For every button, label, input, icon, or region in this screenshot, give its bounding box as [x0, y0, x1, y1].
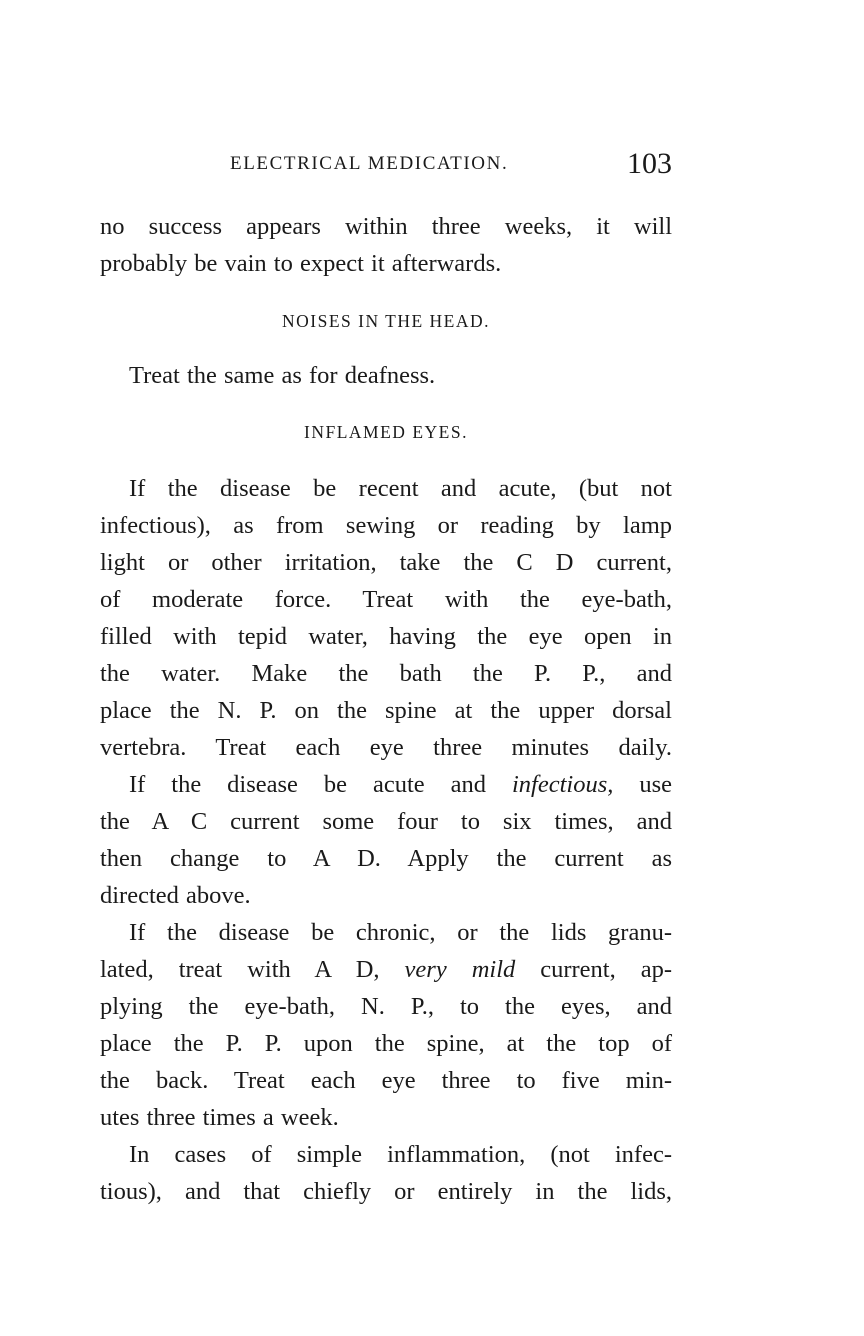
text-fragment: use	[639, 771, 672, 798]
noises-paragraph	[100, 357, 672, 394]
text-line: of moderate force. Treat with the eye-bath,	[100, 586, 672, 613]
text-line: Treat the same as for deafness.	[129, 362, 436, 389]
text-line: no success appears within three weeks, it will	[100, 213, 672, 240]
text-line: the water. Make the bath the P. P., and	[100, 660, 672, 687]
text-line: light or other irritation, take the C D current,	[100, 549, 672, 576]
text-line: If the disease be recent and acute, (but not	[129, 475, 672, 502]
page-number: 103	[627, 147, 672, 180]
italic-text: very mild	[404, 956, 516, 983]
text-line	[100, 951, 672, 988]
text-line: In cases of simple inflammation, (not infec-	[129, 1141, 672, 1168]
text-line: infectious), as from sewing or reading by lamp	[100, 512, 672, 539]
text-line: filled with tepid water, having the eye open in	[100, 623, 672, 650]
text-line: place the N. P. on the spine at the upper dorsal	[100, 697, 672, 724]
text-line: vertebra. Treat each eye three minutes daily.	[100, 734, 672, 761]
continued-paragraph	[100, 208, 672, 282]
text-line: utes three times a week.	[100, 1104, 339, 1131]
text-line: If the disease be chronic, or the lids granu-	[129, 919, 672, 946]
page-header	[100, 147, 672, 187]
text-line: the A C current some four to six times, and	[100, 808, 672, 835]
eyes-paragraph-1	[100, 470, 672, 1210]
text-line: the back. Treat each eye three to five min-	[100, 1067, 672, 1094]
text-line: then change to A D. Apply the current as	[100, 845, 672, 872]
text-fragment: current, ap-	[540, 956, 672, 983]
text-line: place the P. P. upon the spine, at the top of	[100, 1030, 672, 1057]
text-fragment: lated, treat with A D,	[100, 956, 380, 983]
italic-text: infectious,	[511, 771, 614, 798]
section-heading-eyes: INFLAMED EYES.	[304, 422, 468, 442]
section-heading-noises: NOISES IN THE HEAD.	[281, 311, 491, 331]
text-line: plying the eye-bath, N. P., to the eyes, and	[100, 993, 672, 1020]
text-line: tious), and that chiefly or entirely in the lids,	[100, 1178, 672, 1205]
text-line: directed above.	[100, 882, 251, 909]
text-line: probably be vain to expect it afterwards.	[100, 250, 502, 277]
text-fragment: If the disease be acute and	[129, 771, 486, 798]
running-head: ELECTRICAL MEDICATION.	[230, 153, 509, 174]
text-line	[100, 766, 672, 803]
